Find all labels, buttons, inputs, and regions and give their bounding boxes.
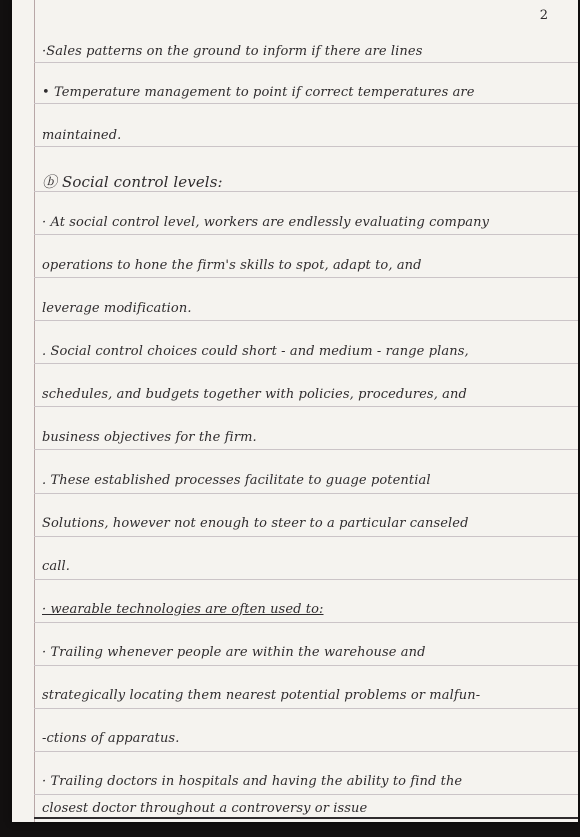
ruled-line [34,320,578,321]
ruled-line [34,449,578,450]
ruled-line [34,363,578,364]
note-line: business objectives for the firm. [42,430,257,445]
ruled-line [34,622,578,623]
ruled-line [34,708,578,709]
note-line: · wearable technologies are often used to: [42,602,324,617]
note-line: · Trailing doctors in hospitals and having the ability to find the [42,774,463,789]
ruled-line [34,103,578,104]
note-line: · Trailing whenever people are within the warehouse and [42,645,426,660]
notebook-page [12,0,578,822]
note-line: operations to hone the firm's skills to spot, adapt to, and [42,258,422,273]
note-line: ·Sales patterns on the ground to inform if there are lines [42,44,423,59]
ruled-line [34,493,578,494]
note-line: closest doctor throughout a controversy or issue [42,801,368,816]
note-line: -ctions of apparatus. [42,731,180,746]
ruled-line [34,62,578,63]
ruled-line [34,234,578,235]
note-line: . Social control choices could short - and medium - range plans, [42,344,469,359]
note-line: strategically locating them nearest potential problems or malfun- [42,688,481,703]
ruled-line [34,751,578,752]
ruled-line [34,406,578,407]
ruled-line [34,536,578,537]
note-line: schedules, and budgets together with policies, procedures, and [42,387,467,402]
ruled-line [34,665,578,666]
ruled-line [34,146,578,147]
note-line: · At social control level, workers are endlessly evaluating company [42,215,490,230]
page-number: 2 [539,8,548,23]
note-line: leverage modification. [42,301,192,316]
section-heading: ⓑ Social control levels: [42,173,223,191]
note-line: Solutions, however not enough to steer to a particular canseled [42,516,469,531]
bottom-rule [34,817,578,819]
note-line: call. [42,559,70,574]
ruled-line [34,277,578,278]
ruled-line [34,794,578,795]
ruled-line [34,579,578,580]
note-line: . These established processes facilitate to guage potential [42,473,431,488]
note-line: • Temperature management to point if correct temperatures are [42,85,475,100]
margin-line [34,0,35,822]
note-line: maintained. [42,128,122,143]
